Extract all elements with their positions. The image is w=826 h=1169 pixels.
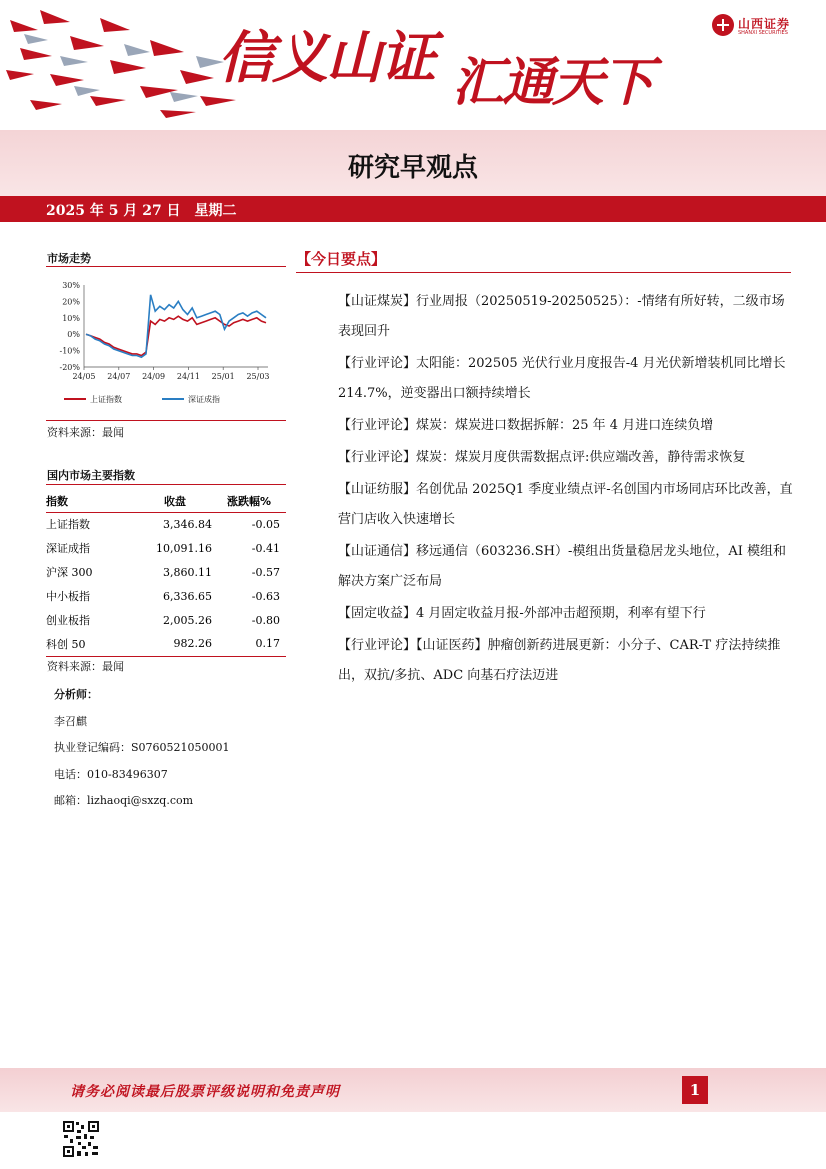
index-change: 0.17 xyxy=(218,632,286,656)
table-row xyxy=(46,560,286,584)
index-table-header xyxy=(46,490,286,512)
list-item[interactable]: 【山证纺服】名创优品 2025Q1 季度业绩点评-名创国内市场同店环比改善，直营门店收入快速增长 xyxy=(338,482,793,527)
slogan-part2: 汇通天下 xyxy=(452,53,653,113)
list-item[interactable]: 【山证通信】移远通信（603236.SH）-模组出货量稳居龙头地位，AI 模组和解决方案广泛布局 xyxy=(338,544,787,589)
chart-bottom-rule xyxy=(46,420,286,421)
x-tick-label: 24/11 xyxy=(176,372,200,381)
highlights-list xyxy=(338,287,793,693)
index-table-top-rule xyxy=(46,484,286,485)
list-item[interactable]: 【行业评论】煤炭：煤炭月度供需数据点评:供应端改善，静待需求恢复 xyxy=(338,450,746,465)
index-close: 3,860.11 xyxy=(163,565,212,579)
list-item[interactable]: 【固定收益】4 月固定收益月报-外部冲击超预期，利率有望下行 xyxy=(338,606,706,621)
list-item[interactable]: 【行业评论】煤炭：煤炭进口数据拆解：25 年 4 月进口连续负增 xyxy=(338,418,714,433)
legend-label: 上证指数 xyxy=(90,395,122,404)
date-text: 2025 年 5 月 27 日 星期二 xyxy=(46,203,237,219)
index-name: 创业板指 xyxy=(46,614,90,627)
index-change: -0.57 xyxy=(251,565,280,579)
table-row xyxy=(46,584,286,608)
index-table-title: 国内市场主要指数 xyxy=(47,469,135,482)
y-tick-label: 20% xyxy=(62,297,80,307)
legend-label: 深证成指 xyxy=(188,395,220,404)
chart-source: 资料来源：最闻 xyxy=(47,426,124,439)
y-tick-label: 0% xyxy=(67,330,80,340)
index-table-body xyxy=(46,512,286,656)
disclaimer-link[interactable]: 请务必阅读最后股票评级说明和免责声明 xyxy=(70,1084,340,1100)
logo-mark-icon xyxy=(712,14,734,36)
header-index: 指数 xyxy=(46,490,138,512)
header-banner xyxy=(0,0,826,130)
analyst-name: 李召麒 xyxy=(54,715,87,728)
list-item[interactable]: 【山证煤炭】行业周报（20250519-20250525）：-情绪有所好转，二级市场表现回升 xyxy=(338,294,785,339)
table-row xyxy=(46,512,286,536)
x-tick-label: 24/09 xyxy=(142,372,166,381)
table-row xyxy=(46,632,286,656)
header-close: 收盘 xyxy=(138,490,218,512)
company-logo xyxy=(712,14,812,40)
index-table xyxy=(46,490,286,657)
index-change: -0.05 xyxy=(251,517,280,531)
market-trend-chart xyxy=(46,275,286,415)
index-name: 深证成指 xyxy=(46,542,90,555)
index-name: 中小板指 xyxy=(46,590,90,603)
index-name: 科创 50 xyxy=(46,632,138,656)
page-title: 研究早观点 xyxy=(347,153,478,183)
index-change: -0.63 xyxy=(251,589,280,603)
x-tick-label: 24/05 xyxy=(72,372,96,381)
x-tick-label: 25/01 xyxy=(211,372,235,381)
qr-code-icon xyxy=(62,1120,100,1158)
highlights-rule xyxy=(296,272,791,273)
market-trend-rule xyxy=(46,266,286,267)
index-change: -0.41 xyxy=(251,541,280,555)
list-item[interactable]: 【行业评论】太阳能：202505 光伏行业月度报告-4 月光伏新增装机同比增长 214.7%，逆变器出口额持续增长 xyxy=(338,356,786,401)
logo-cn: 山西证券 xyxy=(738,17,791,31)
index-close: 6,336.65 xyxy=(163,589,212,603)
index-close: 10,091.16 xyxy=(156,541,212,555)
index-change: -0.80 xyxy=(251,613,280,627)
index-close: 3,346.84 xyxy=(163,517,212,531)
list-item[interactable]: 【行业评论】【山证医药】肿瘤创新药进展更新：小分子、CAR-T 疗法持续推出，双抗/多抗、ADC 向基石疗法迈进 xyxy=(338,638,781,683)
analyst-phone: 电话：010-83496307 xyxy=(54,768,168,781)
page-number: 1 xyxy=(682,1076,708,1104)
slogan-part1: 信义山证 xyxy=(218,26,434,91)
market-trend-title: 市场走势 xyxy=(47,252,91,265)
series-line-0 xyxy=(86,316,266,355)
index-close: 2,005.26 xyxy=(163,613,212,627)
analyst-label: 分析师： xyxy=(54,688,98,701)
analyst-email: 邮箱：lizhaoqi@sxzq.com xyxy=(54,794,194,807)
y-tick-label: 30% xyxy=(62,281,80,290)
series-line-1 xyxy=(86,295,266,357)
table-row xyxy=(46,608,286,632)
title-band xyxy=(0,130,826,196)
table-row xyxy=(46,536,286,560)
table-source: 资料来源：最闻 xyxy=(47,660,124,673)
y-tick-label: -10% xyxy=(59,346,80,356)
index-name: 沪深 300 xyxy=(46,566,93,579)
footer-band xyxy=(0,1068,826,1112)
x-tick-label: 24/07 xyxy=(107,372,131,381)
y-tick-label: -20% xyxy=(59,363,80,372)
index-close: 982.26 xyxy=(138,632,218,656)
header-change: 涨跌幅% xyxy=(218,490,286,512)
date-bar xyxy=(0,196,826,222)
y-tick-label: 10% xyxy=(62,313,80,323)
index-name: 上证指数 xyxy=(46,518,90,532)
x-tick-label: 25/03 xyxy=(246,372,270,381)
highlights-title: 【今日要点】 xyxy=(296,250,387,268)
analyst-reg: 执业登记编码：S0760521050001 xyxy=(54,741,230,754)
logo-en: SHANXI SECURITIES xyxy=(738,30,788,36)
